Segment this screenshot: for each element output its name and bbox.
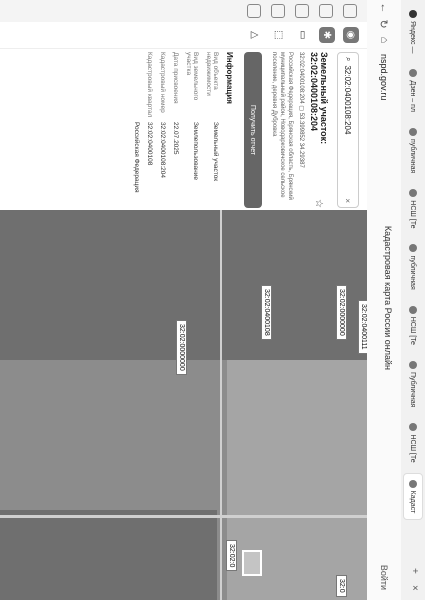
tab-label: НСШ [Те — [409, 200, 417, 229]
tab-label: НСШ [Те — [409, 434, 417, 463]
login-link[interactable]: Войти — [379, 564, 389, 590]
map-label: 32:02:0000000 — [176, 320, 187, 375]
info-value: Землепользование — [191, 122, 199, 180]
info-panel — [0, 22, 367, 211]
info-key — [133, 52, 140, 122]
plus-icon — [409, 69, 417, 77]
page-title: Кадастровая карта России онлайн — [383, 225, 393, 370]
info-row — [159, 52, 166, 208]
tab-label: Яндекс — — [409, 21, 417, 54]
doc-icon — [409, 423, 417, 431]
sidebar-icon-2[interactable] — [319, 4, 333, 18]
bolt-icon — [409, 361, 417, 369]
tab-1[interactable] — [404, 63, 422, 118]
sidebar-icon-4[interactable] — [271, 4, 285, 18]
globe-icon — [409, 244, 417, 252]
search-input[interactable] — [337, 52, 359, 208]
info-key: Вид земельного участка — [184, 52, 199, 101]
search-value: 32:02:0400108:204 — [343, 65, 353, 135]
sidebar-icon-1[interactable] — [343, 4, 357, 18]
info-row — [205, 52, 219, 208]
parcel-title: Земельный участок: 32:02:0400108:204 — [309, 52, 329, 145]
tab-5[interactable] — [404, 300, 422, 351]
star-icon[interactable]: ☆ — [313, 199, 325, 208]
tab-label: публичная — [409, 139, 417, 174]
home-icon[interactable]: ⌂ — [378, 36, 390, 44]
logo-icon[interactable]: ◉ — [343, 27, 359, 43]
tab-6[interactable] — [404, 355, 422, 414]
parcel-coords: 32:02:0400108:204 ▢ 53.399852 34.29387 — [298, 52, 304, 168]
back-icon[interactable]: ← — [378, 2, 390, 14]
tab-label: НСШ [Те — [409, 316, 417, 345]
parcel-address: Российская Федерация, Брянская область, Брянский муниципальный район, Новодарковичское сельское поселение, деревня Дубровка — [270, 52, 293, 200]
info-value: 22.07.2025 — [171, 122, 179, 155]
info-heading: Информация — [224, 52, 234, 104]
map-label: 32:0 — [336, 575, 347, 597]
tab-4[interactable] — [404, 238, 422, 295]
measure-icon[interactable]: △ — [249, 31, 261, 39]
map-label: 32:02:0400111 — [358, 300, 367, 354]
map-label: 32:02:0000000 — [336, 285, 347, 340]
info-key: Дата присвоения — [171, 52, 179, 104]
get-report-button[interactable]: Получить отчет — [244, 52, 262, 208]
yandex-icon — [409, 10, 417, 18]
close-icon[interactable]: × — [409, 585, 420, 591]
map-road — [220, 210, 222, 600]
map-label: 32:02:0400108 — [261, 285, 272, 340]
doc-icon — [409, 189, 417, 197]
browser-sidebar — [0, 0, 367, 23]
tab-7[interactable] — [404, 417, 422, 468]
globe-icon — [409, 480, 417, 488]
sidebar-icon-3[interactable] — [295, 4, 309, 18]
sidebar-icon-5[interactable] — [247, 4, 261, 18]
map-tools — [0, 22, 367, 49]
tab-label: Дзен – пл — [409, 80, 417, 113]
new-tab-icon[interactable]: + — [409, 568, 420, 574]
select-icon[interactable]: ⬚ — [273, 30, 285, 40]
layers-icon[interactable]: ✱ — [319, 27, 335, 43]
map-road — [0, 515, 367, 518]
info-value: Российская Федерация — [132, 122, 140, 193]
info-row — [146, 52, 153, 208]
tab-label: Публичная — [409, 371, 417, 408]
cadastral-map[interactable] — [0, 210, 367, 600]
tab-label: публичная — [409, 255, 417, 290]
tab-8[interactable] — [403, 473, 423, 521]
info-row — [172, 52, 179, 208]
search-icon: ⌕ — [344, 57, 353, 62]
map-dark-area — [0, 510, 217, 600]
info-value: 32:02:0400108 — [145, 122, 153, 166]
info-row — [133, 52, 140, 208]
info-value: Земельный участок — [211, 122, 219, 182]
tab-label: Кадаст — [409, 490, 417, 514]
clear-icon[interactable]: × — [343, 198, 353, 203]
tab-3[interactable] — [404, 183, 422, 234]
tab-bar — [400, 0, 425, 600]
bookmark-icon[interactable]: ▭ — [297, 30, 309, 40]
tab-0[interactable] — [404, 4, 422, 59]
info-key: Кадастровый номер — [158, 52, 166, 113]
globe-icon — [409, 128, 417, 136]
doc-icon — [409, 306, 417, 314]
tab-2[interactable] — [404, 122, 422, 179]
info-key: Кадастровый квартал — [145, 52, 153, 118]
map-label: 32:02:0 — [226, 540, 237, 571]
info-row — [185, 52, 199, 208]
url-text[interactable]: nspd.gov.ru — [379, 54, 389, 101]
info-value: 32:02:0400108:204 — [158, 122, 166, 179]
selected-parcel[interactable] — [242, 550, 262, 576]
reload-icon[interactable]: ↻ — [377, 19, 390, 29]
info-key: Вид объекта недвижимости — [204, 52, 219, 96]
